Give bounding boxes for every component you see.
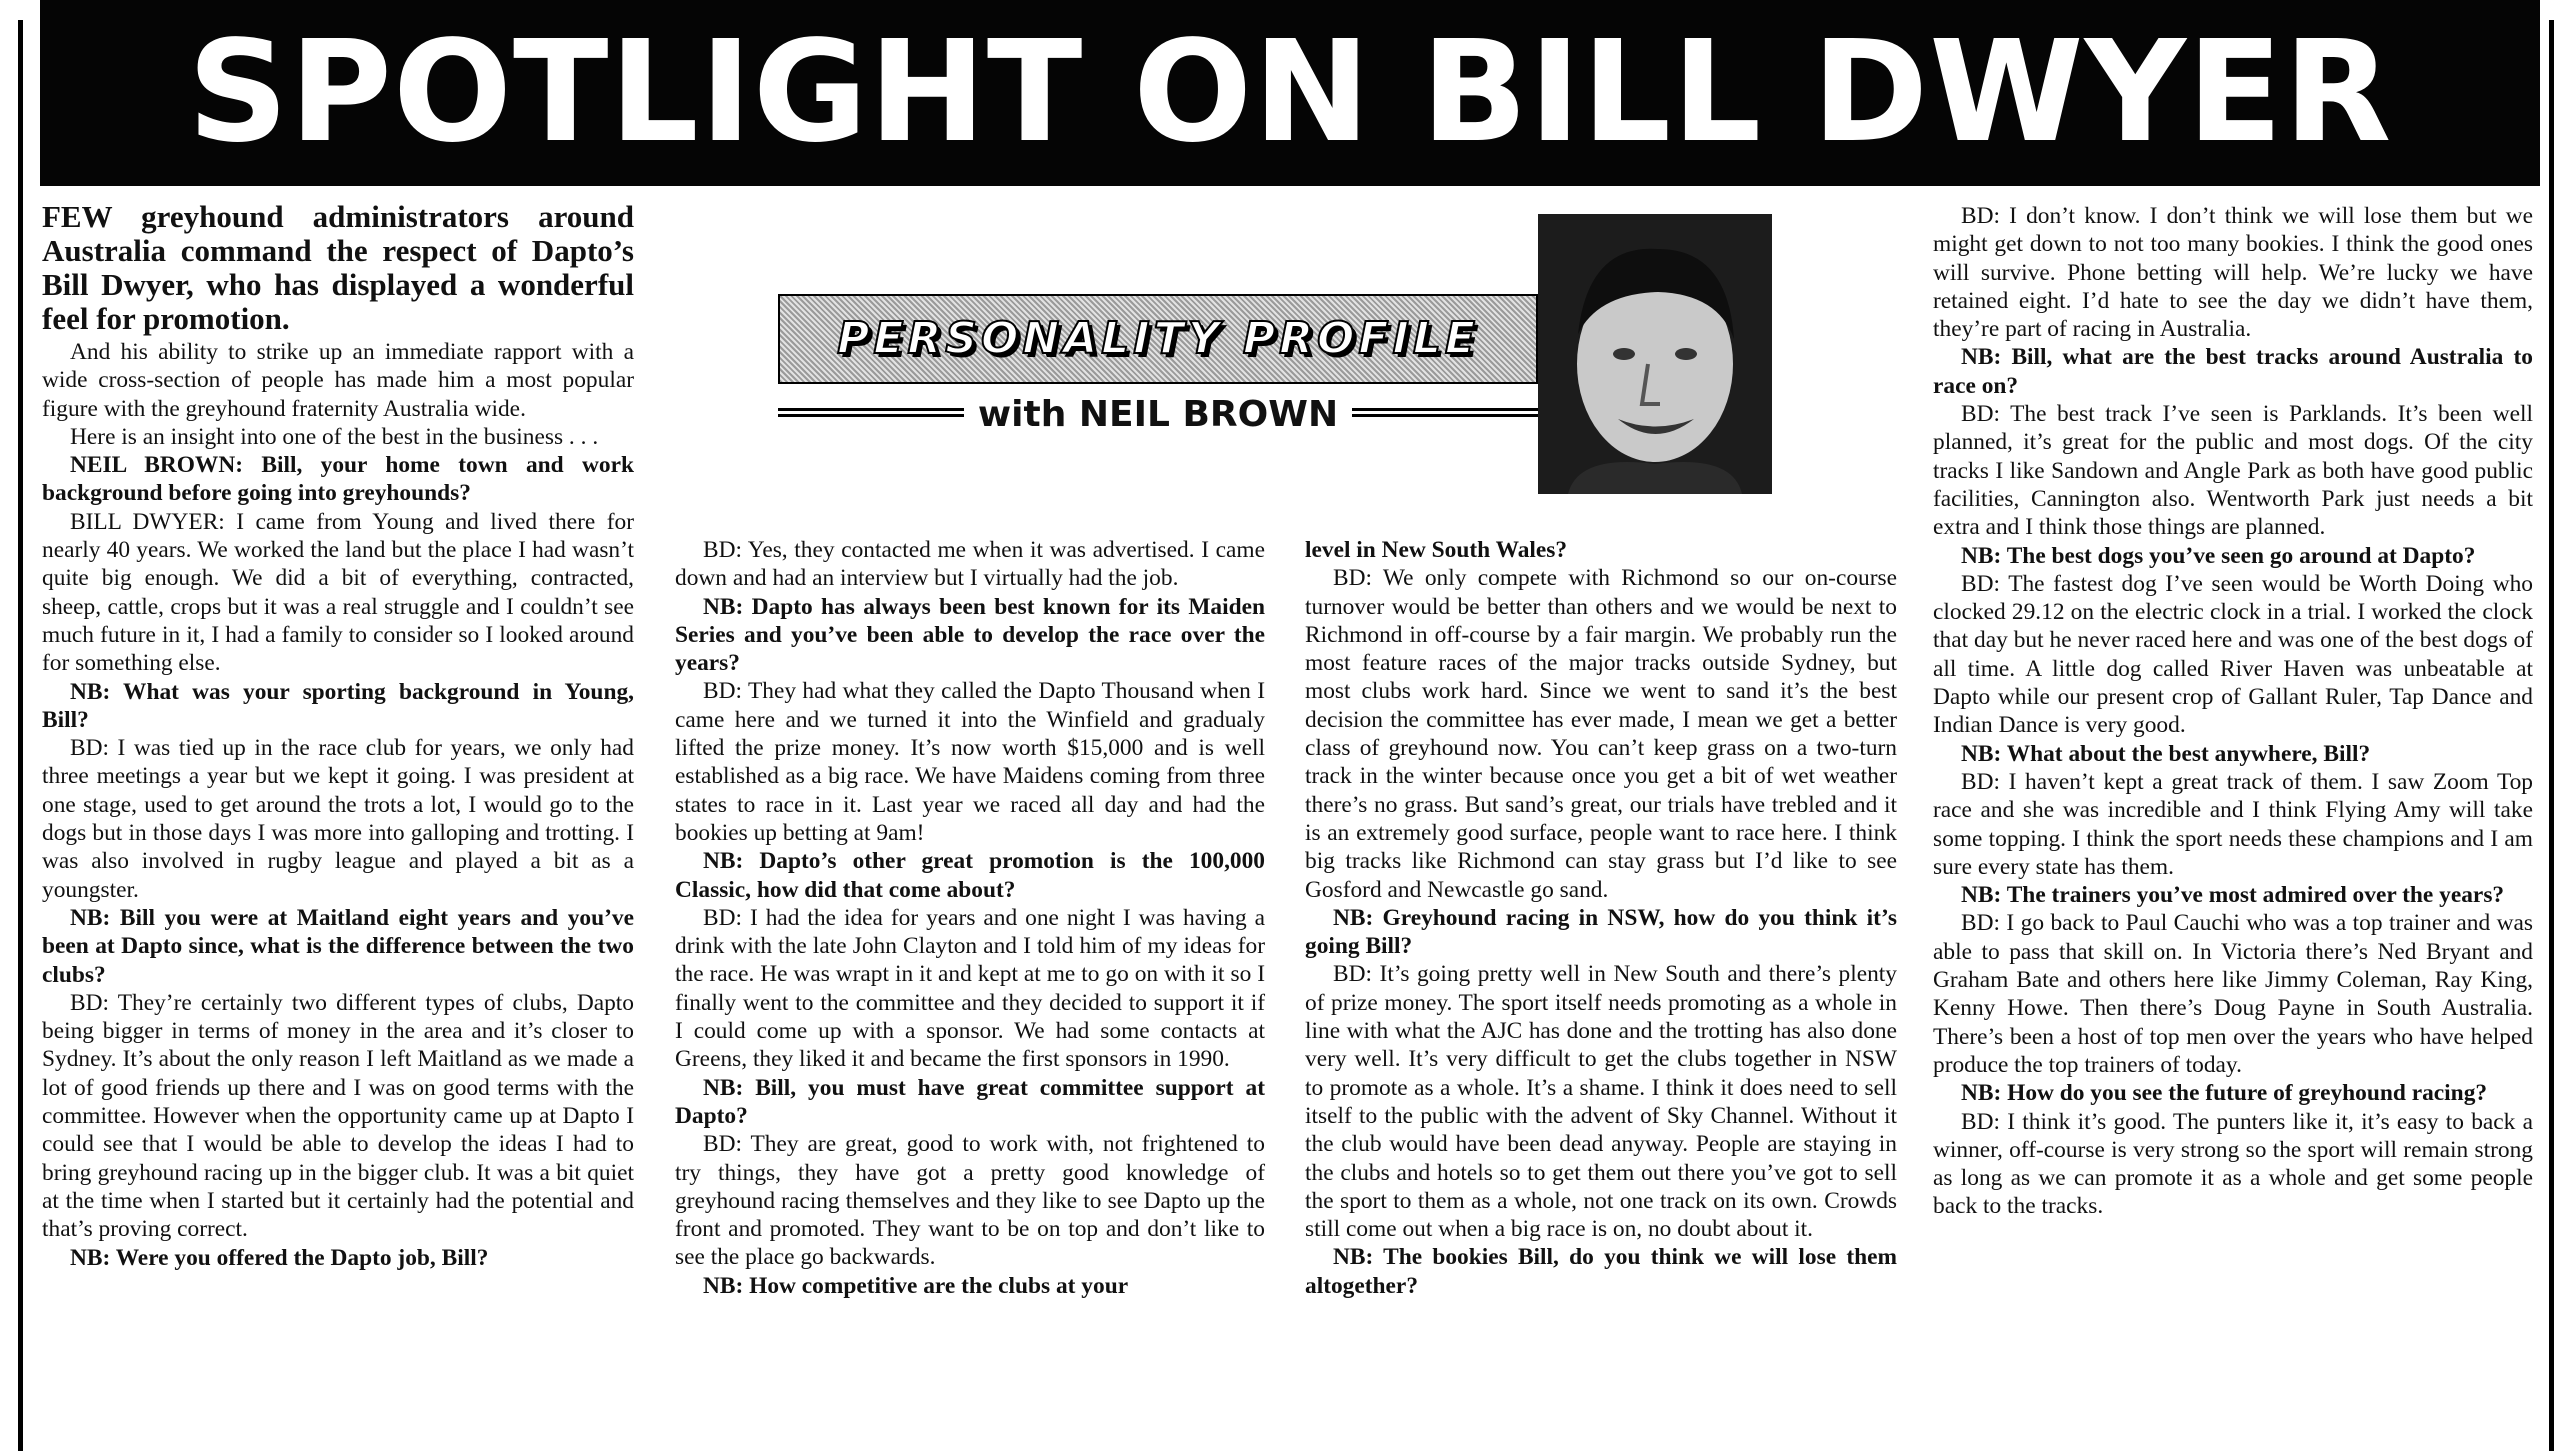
lead-paragraph: FEW greyhound administrators around Australia command the respect of Dapto’s Bill Dwyer, who has displayed a wonderful feel for promotion. (42, 199, 634, 336)
interview-answer: BILL DWYER: I came from Young and lived there for nearly 40 years. We worked the land but the place I had wasn’t quite big enough. We did a bit of everything, contracted, sheep, cattle, crops but it was a real struggle and I couldn’t see much future in it, I had a family to consider so I looked around for something else. (42, 508, 634, 677)
byline-text: with NEIL BROWN (977, 393, 1339, 435)
interview-question: NB: The trainers you’ve most admired over the years? (1961, 882, 2505, 909)
byline-rule-right (1352, 408, 1538, 420)
interview-question: NB: The bookies Bill, do you think we will lose them altogether? (1305, 1244, 1897, 1299)
interview-question: NB: What was your sporting background in Young, Bill? (42, 678, 634, 733)
profile-byline (778, 394, 1538, 434)
portrait-photo (1538, 214, 1772, 494)
profile-title: PERSONALITY PROFILE (837, 313, 1479, 364)
interview-question: NB: How do you see the future of greyhound racing? (1961, 1080, 2488, 1107)
interview-answer: BD: I don’t know. I don’t think we will lose them but we might get down to not too many bookies. I think the good ones will survive. Phone betting will help. We’re lucky we have retained eight. I’d hate to see the day we didn’t have them, they’re part of racing in Australia. (1933, 203, 2533, 343)
interview-question: NB: Dapto’s other great promotion is the 100,000 Classic, how did that come about? (675, 848, 1265, 903)
interview-answer: BD: I think it’s good. The punters like it, it’s easy to back a winner, off-course is very strong so the sport will remain strong as long as we can promote it as a whole and get some people back to the tracks. (1933, 1108, 2533, 1220)
interview-answer: BD: I had the idea for years and one night I was having a drink with the late John Clayton and I told him of my ideas for the race. He was wrapt in it and kept at me to go on with it so I finally went to the committee and they decided to support it if I could come up with a sponsor. We had some contacts at Greens, they liked it and became the first sponsors in 1990. (675, 904, 1265, 1073)
interview-answer: BD: They’re certainly two different types of clubs, Dapto being bigger in terms of money in the area and it’s closer to Sydney. It’s about the only reason I left Maitland as we made a lot of good friends up there and I was on good terms with the committee. However when the opportunity came up at Dapto I could see that I would be able to develop the ideas I had to bring greyhound racing up in the bigger club. It was a bit quiet at the time when I started but it certainly had the potential and that’s proving correct. (42, 989, 634, 1243)
interview-question-continued: level in New South Wales? (1305, 537, 1568, 563)
intro-paragraph: Here is an insight into one of the best in the business . . . (70, 423, 599, 450)
interview-answer: BD: They are great, good to work with, not frightened to try things, they have got a pretty good knowledge of greyhound racing themselves and they like to see Dapto up the front and promoted. They want to be on top and don’t like to see the place go backwards. (675, 1131, 1265, 1271)
interview-question: NEIL BROWN: Bill, your home town and work background before going into greyhounds? (42, 452, 634, 507)
portrait-photo-icon (1538, 214, 1772, 494)
interview-answer: BD: Yes, they contacted me when it was advertised. I came down and had an interview but I virtually had the job. (675, 537, 1265, 592)
interview-question: NB: Dapto has always been best known for its Maiden Series and you’ve been able to develop the race over the years? (675, 593, 1265, 677)
interview-answer: BD: It’s going pretty well in New South and there’s plenty of prize money. The sport itself needs promoting as a whole in line with what the AJC has done and the trotting has also done very well. It’s very difficult to get the clubs together in NSW to promote as a whole. It’s a shame. I think it does need to sell itself to the public with the advent of Sky Channel. Without it the club would have been dead anyway. People are staying in the clubs and hotels so to get them out there you’ve got to sell the sport to them as a whole, not one track on its own. Crowds still come out when a big race is on, no doubt about it. (1305, 961, 1897, 1243)
personality-profile-box (778, 294, 1538, 434)
interview-answer: BD: They had what they called the Dapto Thousand when I came here and we turned it into the Winfield and gradualy lifted the prize money. It’s now worth $15,000 and is well established as a big race. We have Maidens coming from three states to race in it. Last year we raced all day and had the bookies up betting at 9am! (675, 678, 1265, 846)
interview-answer: BD: The fastest dog I’ve seen would be Worth Doing who clocked 29.12 on the electric clock in a trial. I worked the clock that day but he never raced here and was one of the best dogs of all time. A little dog called River Haven was unbeatable at Dapto while our present crop of Gallant Ruler, Tap Dance and Indian Dance is very good. (1933, 570, 2533, 739)
interview-answer: BD: I go back to Paul Cauchi who was a top trainer and was able to pass that skill on. In Victoria there’s Ned Bryant and Graham Bate and others here like Jimmy Coleman, Ray King, Kenny Howe. Then there’s Doug Payne in South Australia. There’s been a host of top men over the years who have helped produce the top trainers of today. (1933, 910, 2533, 1078)
interview-question: NB: The best dogs you’ve seen go around at Dapto? (1961, 542, 2476, 569)
article-column-2 (675, 536, 1265, 1300)
interview-question: NB: What about the best anywhere, Bill? (1961, 740, 2371, 767)
interview-question: NB: Bill, you must have great committee support at Dapto? (675, 1074, 1265, 1129)
interview-question: NB: Bill you were at Maitland eight years and you’ve been at Dapto since, what is the difference between the two clubs? (42, 904, 634, 988)
interview-answer: BD: We only compete with Richmond so our on-course turnover would be better than others and we would be next to Richmond in off-course by a fair margin. We probably run the most feature races of the major tracks outside Sydney, but most clubs work hard. Since we went to sand it’s the best decision the committee has ever made, I mean we get a better class of greyhound now. You can’t keep grass on a two-turn track in the winter because once you get a bit of wet weather there’s no grass. But sand’s great, our trials have trebled and it is an extremely good surface, people want to race here. I think big tracks like Richmond can stay grass but I’d like to see Gosford and Newcastle go sand. (1305, 565, 1897, 903)
interview-question: NB: Bill, what are the best tracks around Australia to race on? (1933, 344, 2533, 399)
interview-question: NB: Were you offered the Dapto job, Bill? (70, 1244, 489, 1271)
article-column-3 (1305, 536, 1897, 1300)
interview-question: NB: How competitive are the clubs at your (703, 1272, 1129, 1299)
article-column-4 (1933, 202, 2533, 1221)
intro-paragraph: And his ability to strike up an immediate rapport with a wide cross-section of people has made him a most popular figure with the greyhound fraternity Australia wide. (42, 339, 634, 422)
interview-answer: BD: I haven’t kept a great track of them. I saw Zoom Top race and she was incredible and I think Flying Amy will take some topping. I think the sport needs these champions and I am sure every state has them. (1933, 768, 2533, 880)
interview-question: NB: Greyhound racing in NSW, how do you think it’s going Bill? (1305, 904, 1897, 960)
interview-answer: BD: I was tied up in the race club for years, we only had three meetings a year but we kept it going. I was president at one stage, used to get around the trots a lot, I would go to the dogs but in those days I was more into galloping and trotting. I was also involved in rugby league and played a bit as a youngster. (42, 735, 634, 903)
article-column-1 (42, 200, 634, 1272)
headline-banner: SPOTLIGHT ON BILL DWYER (40, 0, 2540, 186)
interview-answer: BD: The best track I’ve seen is Parklands. It’s been well planned, it’s great for the public and most dogs. Of the city tracks I like Sandown and Angle Park as both have good public facilities, Cannington also. Wentworth Park just needs a bit extra and I think those things are planned. (1933, 401, 2533, 541)
byline-rule-left (778, 408, 964, 420)
